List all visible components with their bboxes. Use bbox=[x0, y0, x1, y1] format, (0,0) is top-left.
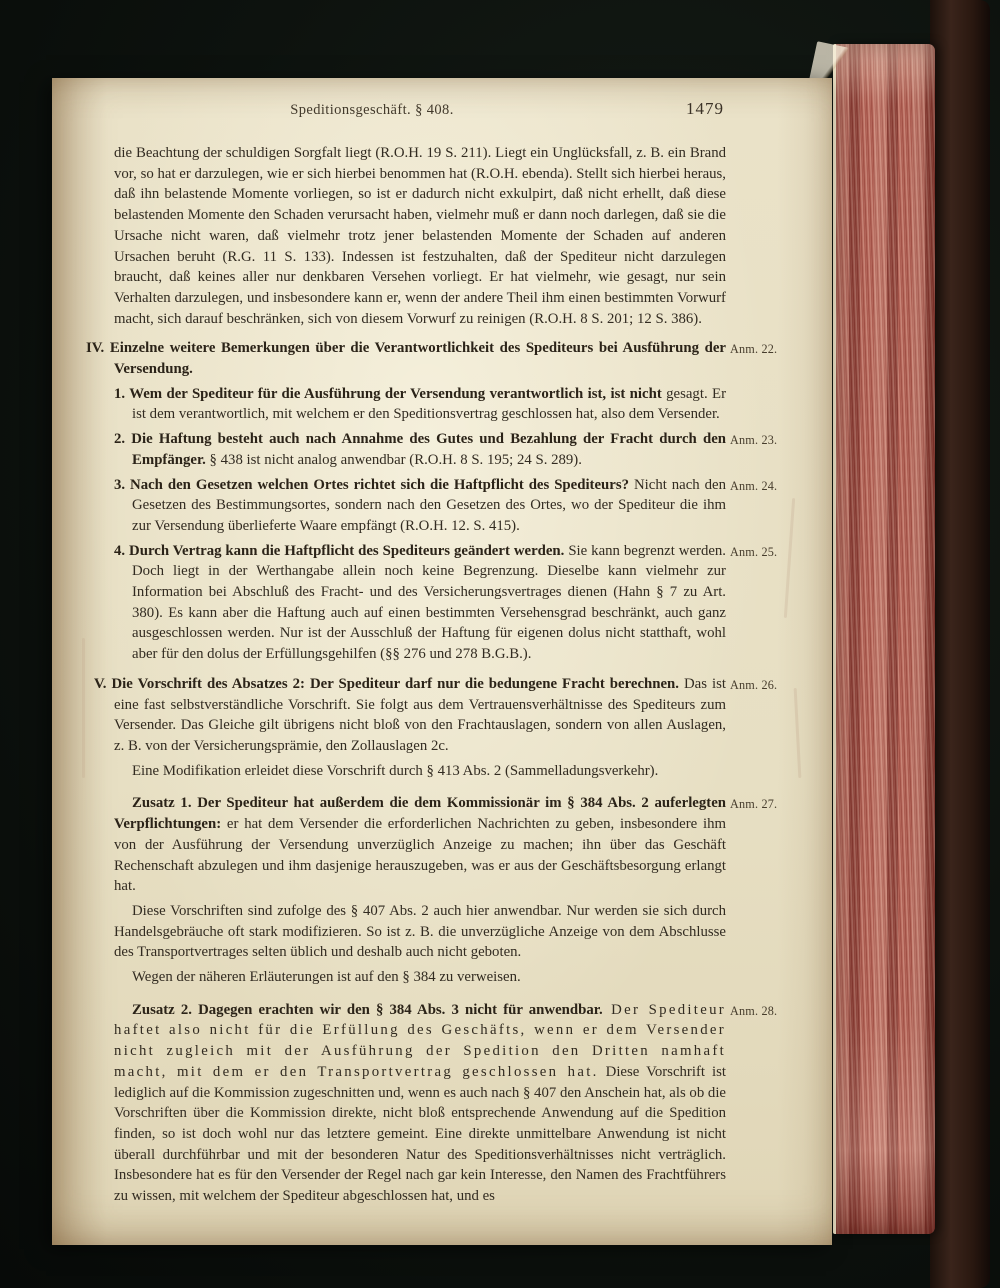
text-run: er hat dem Versender die erforderlichen Nachrichten zu geben, insbesondere ihm von der Ausführung der Versendung unverzüglich Anzeige zu machen; ihn über das Geschäft Rechenschaft abzulegen und ihm dasjenige herauszugeben, was er aus der Geschäftsbesorgung erlangt hat. bbox=[114, 816, 726, 895]
list-item-1 bbox=[114, 384, 726, 425]
text-run: Nicht nach den Gesetzen des Bestimmungsortes, sondern nach den Gesetzen des Ortes, wo der Spediteur die ihm zur Versendung überlieferte Waare empfängt (R.O.H. 12. S. 415). bbox=[132, 476, 726, 534]
book-cover bbox=[930, 0, 990, 1288]
paragraph-continuation bbox=[114, 143, 726, 329]
margin-note-anm-27: Anm. 27. bbox=[730, 797, 778, 812]
page-body bbox=[86, 143, 778, 1207]
fore-edge-page-stack bbox=[833, 44, 935, 1234]
text-run-spaced: Der Spediteur haftet also nicht für die Erfüllung des Geschäfts, wenn er dem Versender nicht zugleich mit der Ausführung der Spedition den Dritten namhaft macht, mit dem er den Transportvertrag geschlossen hat. bbox=[114, 1001, 727, 1080]
book-page bbox=[52, 78, 832, 1245]
list-item-3 bbox=[114, 475, 778, 537]
margin-mark bbox=[82, 638, 85, 778]
text-run: gesagt. Er ist dem verantwortlich, mit welchem er den Speditionsvertrag geschlossen hat, also dem Versender. bbox=[132, 385, 726, 423]
text-run-bold: 3. Nach den Gesetzen welchen Ortes richtet sich die Haftpflicht des Spediteurs? bbox=[114, 476, 630, 493]
paragraph-verweis bbox=[114, 967, 726, 988]
text-run-bold: IV. Einzelne weitere Bemerkungen über die Verantwortlichkeit des Spediteurs bei Ausführung der Versendung. bbox=[86, 340, 726, 378]
margin-note-anm-25: Anm. 25. bbox=[730, 544, 778, 559]
text-run: die Beachtung der schuldigen Sorgfalt liegt (R.O.H. 19 S. 211). Liegt ein Unglücksfall, z. B. ein Brand vor, so hat er darzulegen, wie er sich hierbei benommen hat (R.O.H. ebenda). Stellt sich hierbei heraus, daß ihn belastende Momente vorliegen, so ist er dadurch nicht exkulpirt, daß nicht erhellt, daß diese belastenden Momente den Schaden verursacht haben, vielmehr muß er dann noch darlegen, daß sie die Ursache nicht waren, daß vielmehr trotz jener belastenden Momente der Schaden auf anderen Ursachen beruht (R.G. 11 S. 133). Indessen ist festzuhalten, daß der Spediteur nicht darzulegen braucht, daß keines aller nur denkbaren Versehen vorliegt. Er hat vielmehr, wie gesagt, nur sein Verhalten darzulegen, und insbesondere kann er, wenn der andere Theil ihm einen bestimmten Vorwurf macht, sich darauf beschränken, sich von diesem Vorwurf zu reinigen (R.O.H. 8 S. 201; 12 S. 386). bbox=[114, 145, 726, 327]
text-run-bold: 4. Durch Vertrag kann die Haftpflicht des Spediteurs geändert werden. bbox=[114, 542, 565, 559]
page-header bbox=[114, 99, 726, 126]
text-run-bold: Zusatz 1. Der Spediteur hat außerdem die dem Kommissionär im § 384 Abs. 2 auferlegten Verpflichtungen: bbox=[114, 795, 726, 833]
paragraph-modifikation bbox=[114, 761, 726, 782]
text-run-bold: 1. Wem der Spediteur für die Ausführung der Versendung verantwortlich ist, ist nicht bbox=[114, 385, 662, 402]
page-content bbox=[86, 99, 778, 1211]
zusatz-1-paragraph bbox=[114, 793, 778, 897]
text-run-bold: V. Die Vorschrift des Absatzes 2: Der Spediteur darf nur die bedungene Fracht berechnen. bbox=[94, 675, 679, 692]
text-run: Eine Modifikation erleidet diese Vorschrift durch § 413 Abs. 2 (Sammelladungsverkehr). bbox=[132, 762, 659, 779]
paragraph-vorschriften bbox=[114, 901, 726, 963]
margin-note-anm-28: Anm. 28. bbox=[730, 1003, 778, 1018]
zusatz-2-paragraph bbox=[114, 1000, 778, 1207]
text-run: § 438 ist nicht analog anwendbar (R.O.H. 8 S. 195; 24 S. 289). bbox=[205, 451, 582, 468]
text-run-bold: Zusatz 2. Dagegen erachten wir den § 384 Abs. 3 nicht für anwendbar. bbox=[132, 1001, 603, 1018]
margin-note-anm-26: Anm. 26. bbox=[730, 677, 778, 692]
list-item-4 bbox=[114, 541, 778, 665]
text-run-bold: 2. Die Haftung besteht auch nach Annahme des Gutes und Bezahlung der Fracht durch den Empfänger. bbox=[114, 431, 726, 468]
margin-note-anm-22: Anm. 22. bbox=[730, 342, 778, 357]
margin-mark bbox=[794, 688, 802, 778]
text-run: Sie kann begrenzt werden. Doch liegt in der Werthangabe allein noch keine Begrenzung. Dieselbe kann vielmehr zur Information bei Abschluß des Fracht- und des Versicherungsvertrages dienen (Hahn § 7 zu Art. 380). Es kann aber die Haftung auch auf einen bestimmten Versehensgrad beschränkt, auch ganz ausgeschlossen werden. Nur ist der Ausschluß der Haftung für eigenen dolus nicht statthaft, wohl aber für den dolus der Erfüllungsgehilfen (§§ 276 und 278 B.G.B.). bbox=[132, 542, 727, 663]
running-title: Speditionsgeschäft. § 408. bbox=[290, 102, 454, 118]
page-number: 1479 bbox=[686, 99, 724, 118]
text-run: Diese Vorschrift ist lediglich auf die Kommission zugeschnitten und, wenn es auch nach § 407 den Anschein hat, als ob die Vorschriften über die Kommission direkte, nicht bloß entsprechende Anwendung auf die Spedition finden, so ist doch wohl nur das letztere gemeint. Eine direkte unmittelbare Anwendung ist nicht überall durchführbar und mit der besonderen Natur des Speditionsverhältnisses nicht verträglich. Insbesondere hat es für den Versender der Regel nach gar kein Interesse, den Namen des Frachtführers zu wissen, mit welchem der Spediteur abgeschlossen hat, und es bbox=[114, 1063, 726, 1205]
margin-note-anm-24: Anm. 24. bbox=[730, 478, 778, 493]
section-heading-iv bbox=[86, 338, 778, 379]
text-run: Wegen der näheren Erläuterungen ist auf den § 384 zu verweisen. bbox=[132, 969, 521, 986]
text-run: Das ist eine fast selbstverständliche Vorschrift. Sie folgt aus dem Vertrauensverhältnisse des Spediteurs zum Versender. Das Gleiche gilt übrigens nicht bloß von den Frachtauslagen, sondern von allen Auslagen, z. B. von der Versicherungsprämie, den Zollauslagen 2c. bbox=[114, 675, 726, 754]
margin-note-anm-23: Anm. 23. bbox=[730, 433, 778, 448]
text-run: Diese Vorschriften sind zufolge des § 407 Abs. 2 auch hier anwendbar. Nur werden sie sich durch Handelsgebräuche oft stark modifizieren. So ist z. B. die unverzügliche Anzeige von dem Abschlusse des Transportvertrages selten üblich und deshalb auch nicht geboten. bbox=[114, 902, 726, 961]
section-v-paragraph bbox=[94, 674, 778, 757]
list-item-2 bbox=[114, 429, 778, 470]
